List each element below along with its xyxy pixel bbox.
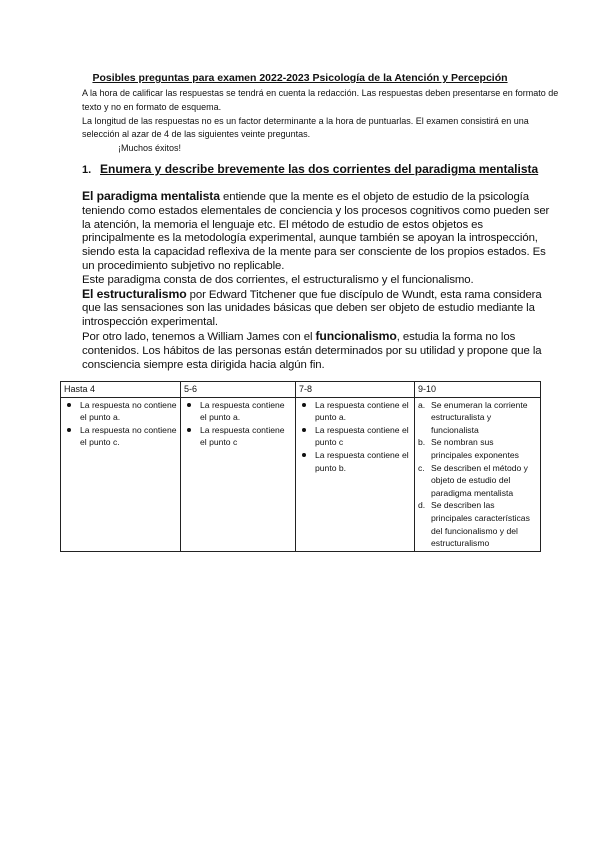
good-luck-text: ¡Muchos éxitos! [118, 143, 182, 154]
document-title: Posibles preguntas para examen 2022-2023 Psicología de la Atención y Percepción [92, 72, 508, 84]
criterion-letter: c. [418, 462, 425, 473]
rubric-criterion [418, 462, 537, 500]
criterion-text: Se describen el método y objeto de estudio del paradigma mentalista [431, 462, 528, 498]
rubric-criterion [418, 436, 537, 461]
criterion-letter: b. [418, 437, 426, 448]
answer-text: por Edward Titchener que fue discípulo de Wundt, esta rama considera que las sensaciones son las unidades básicas que deben ser objeto de estudio mediante la introspección experimental. [82, 288, 542, 329]
rubric-criterion: La respuesta no contiene el punto c. [64, 424, 177, 449]
term-estructuralismo: El estructuralismo [82, 286, 187, 301]
answer-paragraph: Este paradigma consta de dos corrientes, el estructuralismo y el funcionalismo. [82, 273, 474, 286]
criterion-letter: a. [418, 399, 426, 410]
rubric-header-cell: 7-8 [296, 382, 415, 398]
question-number: 1. [82, 164, 92, 176]
rubric-criteria-row [61, 397, 541, 551]
rubric-criterion: La respuesta contiene el punto a. [184, 399, 292, 424]
criterion-letter: d. [418, 500, 426, 511]
answer-paragraph [82, 190, 558, 274]
rubric-header-row [61, 382, 541, 398]
answer-text: entiende que la mente es el objeto de estudio de la psicología teniendo como estados elementales de conciencia y los procesos cognitivos como pueden ser la atención, la memoria el lenguaje etc. El método de estudio de estos objetos es principalmente es la metodología experimental, aunque también se apoyan la introspección, siendo esta la capacidad reflexiva de la mente para ser consciente de los propios estados. Es un procedimiento subjetivo no replicable. [82, 191, 550, 272]
criterion-text: Se nombran sus principales exponentes [431, 437, 519, 460]
grading-rubric-table [60, 381, 541, 552]
rubric-cell-9-10 [415, 397, 541, 551]
intro-line: A la hora de calificar las respuestas se tendrá en cuenta la redacción. Las respuestas deben presentarse en formato de texto y no en formato de esquema. [82, 88, 559, 112]
answer-body [82, 190, 558, 372]
answer-paragraph [82, 288, 558, 330]
rubric-criterion: La respuesta contiene el punto c [299, 424, 411, 449]
intro-line: La longitud de las respuestas no es un factor determinante a la hora de puntuarlas. El examen consistirá en una selección al azar de 4 de las siguientes veinte preguntas. [82, 115, 529, 140]
answer-text: Por otro lado, tenemos a William James con el [82, 330, 316, 343]
criterion-text: Se enumeran la corriente estructuralista y funcionalista [431, 399, 528, 435]
criterion-text: Se describen las principales características del funcionalismo y del estructuralismo [431, 500, 530, 549]
intro-block [82, 87, 562, 156]
answer-paragraph [82, 330, 558, 372]
rubric-header-cell: 5-6 [181, 382, 296, 398]
question-heading [82, 162, 552, 176]
rubric-criterion: La respuesta contiene el punto b. [299, 449, 411, 474]
rubric-cell-hasta-4 [61, 397, 181, 551]
rubric-criterion [418, 499, 537, 549]
rubric-cell-7-8 [296, 397, 415, 551]
term-funcionalismo: funcionalismo [315, 328, 397, 343]
rubric-criterion [418, 399, 537, 437]
rubric-header-cell: Hasta 4 [61, 382, 181, 398]
rubric-criterion: La respuesta no contiene el punto a. [64, 399, 177, 424]
rubric-criterion: La respuesta contiene el punto c [184, 424, 292, 449]
rubric-header-cell: 9-10 [415, 382, 541, 398]
rubric-criterion: La respuesta contiene el punto a. [299, 399, 411, 424]
answer-text: , estudia la forma no los contenidos. Los hábitos de las personas están determinados por su utilidad y propone que la consciencia siempre esta dirigida hacia algún fin. [82, 330, 542, 371]
term-paradigma-mentalista: El paradigma mentalista [82, 189, 220, 203]
question-text: Enumera y describe brevemente las dos corrientes del paradigma mentalista [100, 162, 539, 176]
rubric-cell-5-6 [181, 397, 296, 551]
